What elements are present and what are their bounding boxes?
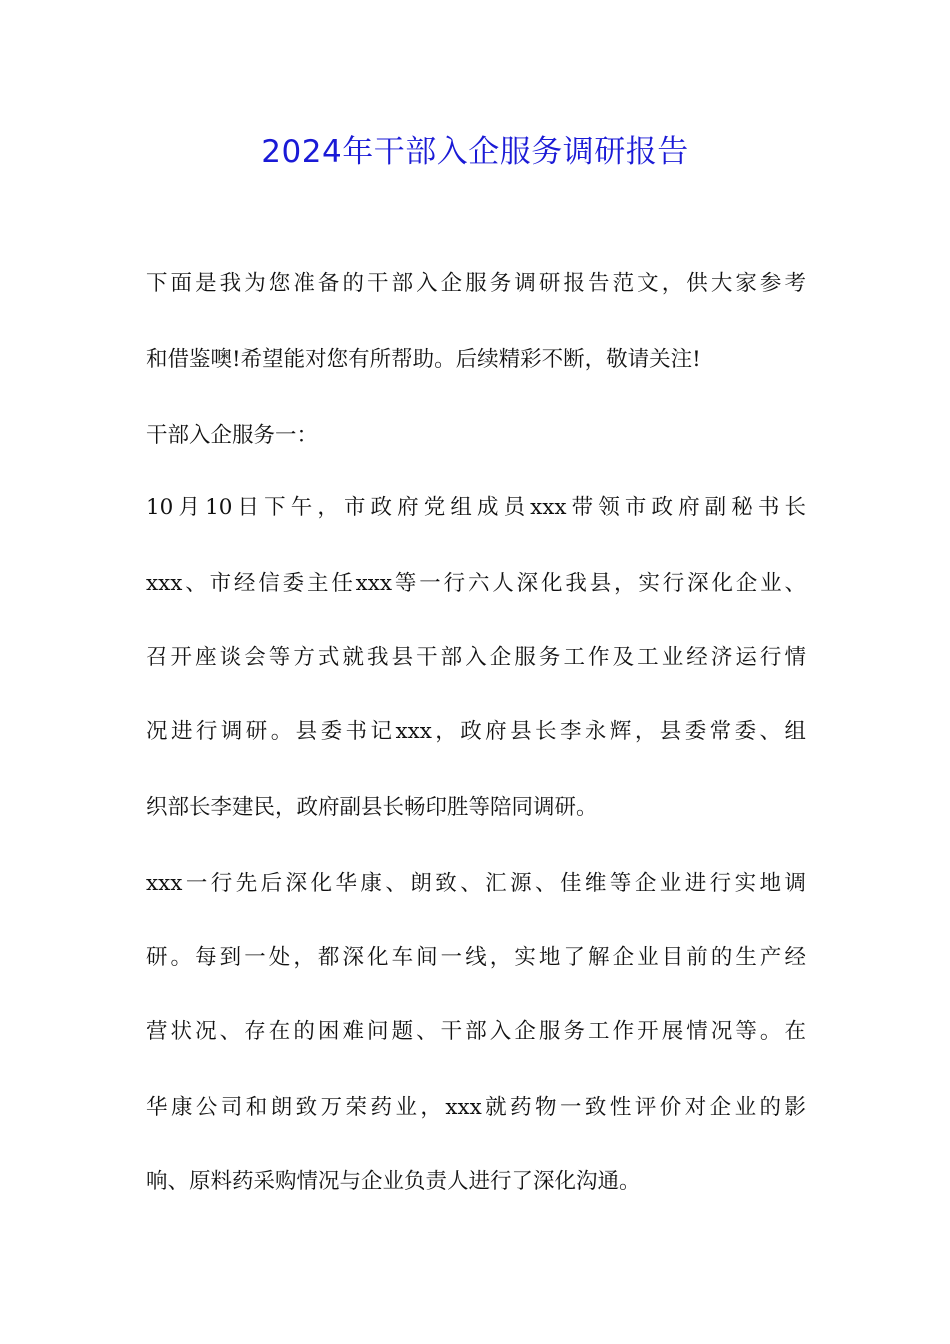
paragraph-1-line-3: 召开座谈会等方式就我县干部入企服务工作及工业经济运行情	[146, 645, 806, 670]
intro-line-2: 和借鉴噢!希望能对您有所帮助。后续精彩不断，敬请关注!	[146, 347, 701, 372]
intro-line-1: 下面是我为您准备的干部入企服务调研报告范文，供大家参考	[146, 271, 806, 296]
paragraph-2-line-5: 响、原料药采购情况与企业负责人进行了深化沟通。	[146, 1169, 641, 1194]
section-heading: 干部入企服务一：	[146, 423, 319, 448]
paragraph-2-line-1: xxx一行先后深化华康、朗致、汇源、佳维等企业进行实地调	[146, 871, 806, 896]
paragraph-1-line-4: 况进行调研。县委书记xxx，政府县长李永辉，县委常委、组	[146, 719, 806, 744]
paragraph-2-line-4: 华康公司和朗致万荣药业，xxx就药物一致性评价对企业的影	[146, 1095, 806, 1120]
paragraph-1-line-5: 织部长李建民，政府副县长畅印胜等陪同调研。	[146, 795, 598, 820]
paragraph-1-line-1: 10月10日下午，市政府党组成员xxx带领市政府副秘书长	[146, 495, 806, 520]
document-title: 2024年干部入企服务调研报告	[261, 134, 689, 170]
paragraph-2-line-2: 研。每到一处，都深化车间一线，实地了解企业目前的生产经	[146, 945, 806, 970]
paragraph-1-line-2: xxx、市经信委主任xxx等一行六人深化我县，实行深化企业、	[146, 571, 806, 596]
paragraph-2-line-3: 营状况、存在的困难问题、干部入企服务工作开展情况等。在	[146, 1019, 806, 1044]
